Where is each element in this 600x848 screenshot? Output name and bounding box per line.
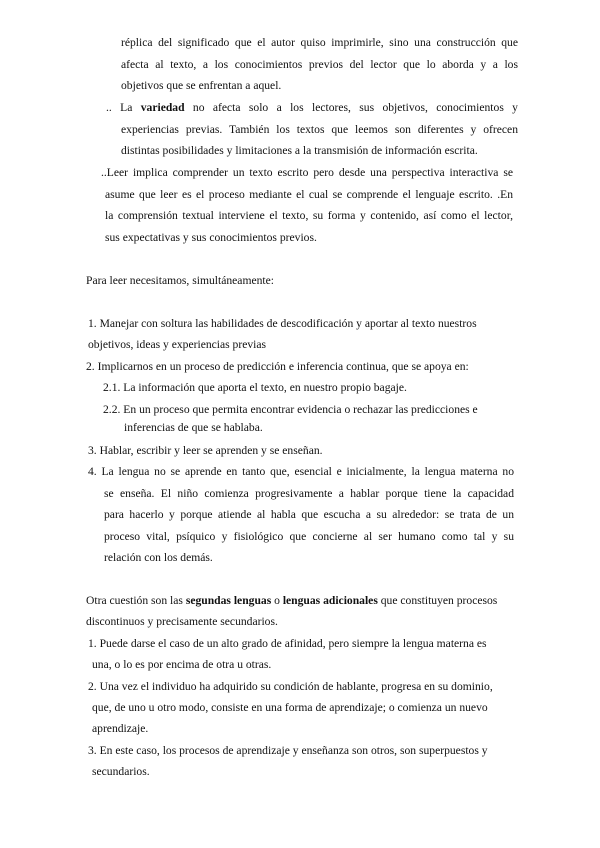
list1-item4-line-4: proceso vital, psíquico y fisiológico que concierne al ser humano como tal y su: [104, 530, 514, 543]
list2-item1-line-2: una, o lo es por encima de otra u otras.: [92, 658, 272, 671]
list1-item2-2-line-1: 2.2. En un proceso que permita encontrar evidencia o rechazar las predicciones e: [103, 403, 478, 416]
emphasis-lenguas-adicionales: lenguas adicionales: [282, 594, 378, 607]
paragraph-3-line-4: sus expectativas y sus conocimientos previos.: [105, 231, 317, 244]
list1-item3: 3. Hablar, escribir y leer se aprenden y se enseñan.: [88, 444, 323, 457]
list2-item1-line-1: 1. Puede darse el caso de un alto grado de afinidad, pero siempre la lengua materna es: [88, 637, 487, 650]
paragraph-2-line-3: distintas posibilidades y limitaciones a la transmisión de información escrita.: [121, 144, 478, 157]
paragraph-1-line-1: réplica del significado que el autor quiso imprimirle, sino una construcción que: [121, 36, 518, 49]
paragraph-5-line-2: discontinuos y precisamente secundarios.: [86, 615, 278, 628]
list1-item2-2-line-2: inferencias de que se hablaba.: [124, 421, 263, 434]
list1-item2-line-1: 2. Implicarnos en un proceso de predicción e inferencia continua, que se apoya en:: [86, 360, 469, 373]
list2-item2-line-1: 2. Una vez el individuo ha adquirido su condición de hablante, progresa en su dominio,: [88, 680, 493, 693]
emphasis-variedad: variedad: [140, 101, 185, 114]
list1-item2-1: 2.1. La información que aporta el texto, en nuestro propio bagaje.: [103, 381, 407, 394]
paragraph-3-line-3: la comprensión textual interviene el texto, su forma y contenido, así como el lector,: [105, 209, 513, 222]
list1-item4-line-1: 4. La lengua no se aprende en tanto que, esencial e inicialmente, la lengua materna no: [88, 465, 514, 478]
list1-item4-line-5: relación con los demás.: [104, 551, 213, 564]
list2-item2-line-2: que, de uno u otro modo, consiste en una forma de aprendizaje; o comienza un nuevo: [92, 701, 488, 714]
list1-item4-line-2: se enseña. El niño comienza progresivamente a hablar porque tiene la capacidad: [104, 487, 514, 500]
list1-item4-line-3: para hacerlo y porque atiende al habla que escucha a su alrededor: se trata de un: [104, 508, 514, 521]
emphasis-segundas-lenguas: segundas lenguas: [185, 594, 272, 607]
list1-item1-line-1: 1. Manejar con soltura las habilidades de descodificación y aportar al texto nuestros: [88, 317, 477, 330]
list2-item3-line-1: 3. En este caso, los procesos de aprendizaje y enseñanza son otros, son superpuestos y: [88, 744, 488, 757]
paragraph-3-line-1: ..Leer implica comprender un texto escrito pero desde una perspectiva interactiva se: [101, 166, 513, 179]
list1-item1-line-2: objetivos, ideas y experiencias previas: [88, 338, 267, 351]
paragraph-2-line-2: experiencias previas. También los textos que leemos son diferentes y ofrecen: [121, 123, 518, 136]
paragraph-4-line-1: Para leer necesitamos, simultáneamente:: [86, 274, 275, 287]
list2-item3-line-2: secundarios.: [92, 765, 150, 778]
paragraph-5-line-1: Otra cuestión son las segundas lenguas o lenguas adicionales que constituyen procesos: [86, 594, 498, 607]
list2-item2-line-3: aprendizaje.: [92, 722, 149, 735]
paragraph-2-line-1: .. La variedad no afecta solo a los lectores, sus objetivos, conocimientos y: [106, 101, 518, 114]
paragraph-1-line-2: afecta al texto, a los conocimientos previos del lector que lo aborda y a los: [121, 58, 518, 71]
paragraph-3-line-2: asume que leer es el proceso mediante el cual se comprende el lenguaje escrito. .En: [105, 188, 513, 201]
paragraph-1-line-3: objetivos que se enfrentan a aquel.: [121, 79, 282, 92]
